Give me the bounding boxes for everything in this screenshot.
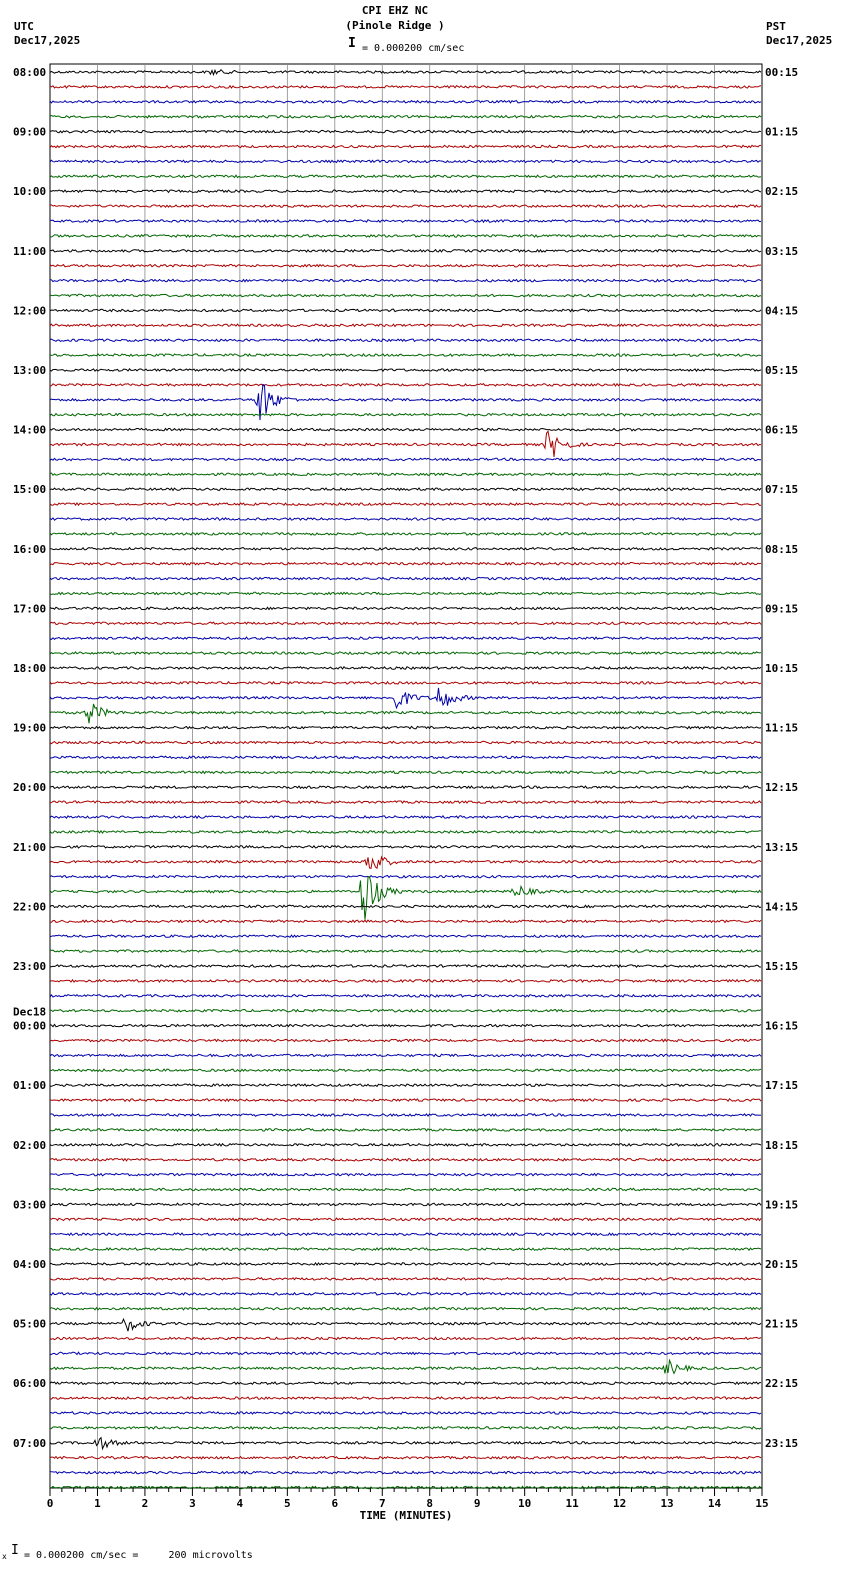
trace-line [50, 1248, 761, 1250]
trace-line [50, 622, 761, 624]
axis-tick-label: 15 [755, 1497, 769, 1510]
utc-hour-label: 19:00 [13, 721, 47, 735]
trace-line [50, 652, 761, 654]
pst-hour-label: 06:15 [765, 423, 799, 437]
trace-line [50, 1360, 761, 1373]
pst-hour-label: 18:15 [765, 1138, 799, 1152]
footer-marker: x [2, 1552, 7, 1561]
trace-line [50, 786, 761, 788]
pst-hour-label: 07:15 [765, 483, 799, 497]
utc-hour-label: 07:00 [13, 1436, 47, 1450]
trace-line [50, 130, 761, 132]
trace-line [50, 384, 761, 386]
utc-hour-label: 11:00 [13, 244, 47, 258]
trace-line [50, 145, 761, 147]
footer-scale-note: = 0.000200 cm/sec = 200 microvolts [24, 1550, 253, 1561]
minute-grid [50, 64, 762, 1488]
trace-line [50, 279, 761, 281]
trace-line [50, 1471, 761, 1473]
pst-hour-label: 23:15 [765, 1436, 799, 1450]
trace-line [50, 1144, 761, 1146]
utc-hour-label: 05:00 [13, 1317, 47, 1331]
trace-line [50, 1308, 761, 1310]
trace-line [50, 980, 761, 982]
axis-tick-label: 11 [565, 1497, 579, 1510]
trace-line [50, 905, 761, 907]
trace-line [50, 1114, 761, 1116]
trace-line [50, 220, 761, 222]
trace-line [50, 309, 761, 311]
trace-line [50, 1319, 761, 1331]
pst-hour-label: 04:15 [765, 304, 799, 318]
footer-scale-icon: I [11, 1543, 19, 1558]
utc-hour-label: 18:00 [13, 662, 47, 675]
trace-line [50, 965, 761, 967]
trace-line [50, 816, 761, 818]
axis-tick-label: 14 [707, 1497, 722, 1510]
pst-hour-label: 13:15 [765, 840, 799, 854]
trace-line [50, 414, 761, 416]
trace-line [50, 1203, 761, 1205]
utc-hour-label: 12:00 [13, 304, 47, 318]
axis-tick-label: 12 [612, 1497, 627, 1510]
trace-line [50, 294, 761, 296]
utc-hour-label: 02:00 [13, 1138, 47, 1152]
trace-line [50, 1397, 761, 1399]
utc-hour-label: 08:00 [13, 66, 47, 79]
trace-line [50, 920, 761, 922]
trace-line [50, 1054, 761, 1056]
utc-hour-label: 06:00 [13, 1377, 47, 1391]
trace-line [50, 458, 761, 460]
trace-line [50, 1438, 761, 1449]
trace-line [50, 801, 761, 803]
trace-line [50, 995, 761, 997]
trace-line [50, 190, 761, 192]
trace-group [50, 70, 761, 1489]
trace-line [50, 1233, 761, 1235]
trace-line [50, 533, 761, 535]
utc-hour-label: 23:00 [13, 960, 47, 973]
trace-line [50, 548, 761, 550]
axis-tick-label: 9 [473, 1497, 481, 1510]
trace-line [50, 950, 761, 952]
trace-line [50, 726, 761, 728]
trace-line [50, 1278, 761, 1280]
trace-line [50, 1039, 761, 1041]
station-title: CPI EHZ NC [361, 4, 429, 17]
time-axis [47, 1488, 769, 1522]
pst-hour-label: 09:15 [765, 602, 799, 616]
trace-line [50, 682, 761, 684]
utc-date: Dec17,2025 [14, 34, 81, 47]
trace-line [50, 1159, 761, 1161]
pst-hour-label: 19:15 [765, 1198, 799, 1212]
pst-hour-label: 16:15 [765, 1019, 799, 1033]
trace-line [50, 935, 761, 937]
pst-hour-label: 17:15 [765, 1079, 799, 1093]
trace-line [50, 1084, 761, 1086]
pst-date: Dec17,2025 [766, 34, 833, 47]
trace-line [50, 160, 761, 162]
utc-hour-label: 00:00 [13, 1019, 47, 1033]
date-change-label: Dec18 [13, 1005, 47, 1019]
pst-hour-label: 14:15 [765, 900, 799, 914]
axis-tick-label: 13 [660, 1497, 674, 1510]
utc-hour-label: 17:00 [13, 602, 47, 616]
trace-line [50, 324, 761, 326]
trace-line [50, 101, 761, 103]
trace-line [50, 70, 761, 75]
pst-label: PST [766, 20, 786, 33]
trace-line [50, 592, 761, 594]
axis-tick-label: 3 [189, 1497, 196, 1510]
axis-tick-label: 6 [331, 1497, 339, 1510]
utc-hour-label: 04:00 [13, 1258, 47, 1271]
trace-line [50, 1293, 761, 1295]
trace-line [50, 339, 761, 341]
pst-hour-label: 00:15 [765, 66, 799, 79]
utc-label: UTC [14, 20, 34, 33]
trace-line [50, 704, 761, 723]
trace-line [50, 667, 761, 669]
utc-hour-label: 15:00 [13, 483, 47, 497]
axis-tick-label: 4 [236, 1497, 244, 1510]
trace-line [50, 1457, 761, 1459]
pst-hour-label: 22:15 [765, 1377, 799, 1391]
trace-line [50, 235, 761, 237]
axis-tick-label: 2 [141, 1497, 149, 1510]
trace-line [50, 875, 761, 877]
trace-line [50, 1352, 761, 1354]
pst-hour-label: 11:15 [765, 721, 799, 735]
utc-hour-label: 21:00 [13, 840, 47, 854]
pst-hour-label: 01:15 [765, 125, 799, 139]
trace-line [50, 354, 761, 356]
axis-tick-label: 7 [378, 1497, 386, 1510]
trace-line [50, 488, 761, 490]
utc-hour-label: 13:00 [13, 364, 47, 377]
utc-hour-label: 16:00 [13, 542, 47, 556]
trace-line [50, 857, 761, 868]
trace-line [50, 116, 761, 118]
pst-hour-label: 21:15 [765, 1317, 799, 1331]
trace-line [50, 503, 761, 505]
trace-line [50, 473, 761, 475]
trace-line [50, 369, 761, 371]
trace-line [50, 518, 761, 520]
utc-hour-label: 03:00 [13, 1198, 47, 1212]
trace-line [50, 431, 761, 457]
axis-tick-label: 10 [518, 1497, 532, 1510]
station-location: (Pinole Ridge ) [345, 19, 445, 32]
pst-hour-label: 12:15 [765, 781, 799, 795]
scale-label: = 0.000200 cm/sec [362, 43, 465, 54]
pst-hour-label: 20:15 [765, 1258, 799, 1271]
plot-frame [50, 64, 762, 1488]
utc-hour-label: 01:00 [13, 1079, 47, 1093]
axis-tick-label: 8 [426, 1497, 434, 1510]
trace-line [50, 205, 761, 207]
utc-hour-label: 09:00 [13, 125, 47, 139]
pst-hour-label: 05:15 [765, 364, 799, 377]
pst-hour-label: 08:15 [765, 542, 799, 556]
trace-line [50, 1024, 761, 1026]
trace-line [50, 756, 761, 758]
trace-line [50, 1218, 761, 1220]
pst-hour-label: 02:15 [765, 185, 799, 199]
axis-tick-label: 1 [94, 1497, 101, 1510]
trace-line [50, 688, 761, 708]
trace-line [50, 1069, 761, 1071]
trace-line [50, 1188, 761, 1190]
utc-hour-label: 20:00 [13, 781, 47, 795]
trace-line [50, 175, 761, 177]
trace-line [50, 265, 761, 267]
trace-line [50, 1337, 761, 1339]
trace-line [50, 1129, 761, 1131]
trace-line [50, 1427, 761, 1429]
utc-hour-label: 14:00 [13, 423, 47, 437]
trace-line [50, 831, 761, 833]
trace-line [50, 250, 761, 252]
trace-line [50, 877, 761, 920]
trace-line [50, 1263, 761, 1265]
axis-tick-label: 5 [284, 1497, 291, 1510]
trace-line [50, 607, 761, 609]
trace-line [50, 1099, 761, 1101]
scale-bar-icon: I [348, 36, 356, 51]
trace-line [50, 771, 761, 773]
axis-tick-label: 0 [46, 1497, 54, 1510]
pst-hour-label: 15:15 [765, 960, 799, 973]
x-axis-label: TIME (MINUTES) [359, 1509, 453, 1522]
trace-line [50, 741, 761, 743]
trace-line [50, 637, 761, 639]
trace-line [50, 563, 761, 565]
pst-hour-label: 03:15 [765, 244, 799, 258]
utc-hour-label: 22:00 [13, 900, 47, 914]
trace-line [50, 1412, 761, 1414]
trace-line [50, 428, 761, 430]
trace-line [50, 846, 761, 848]
trace-line [50, 577, 761, 579]
trace-line [50, 1173, 761, 1175]
trace-line [50, 86, 761, 88]
trace-line [50, 1010, 761, 1012]
utc-hour-label: 10:00 [13, 185, 47, 199]
pst-hour-label: 10:15 [765, 662, 799, 675]
trace-line [50, 1382, 761, 1384]
